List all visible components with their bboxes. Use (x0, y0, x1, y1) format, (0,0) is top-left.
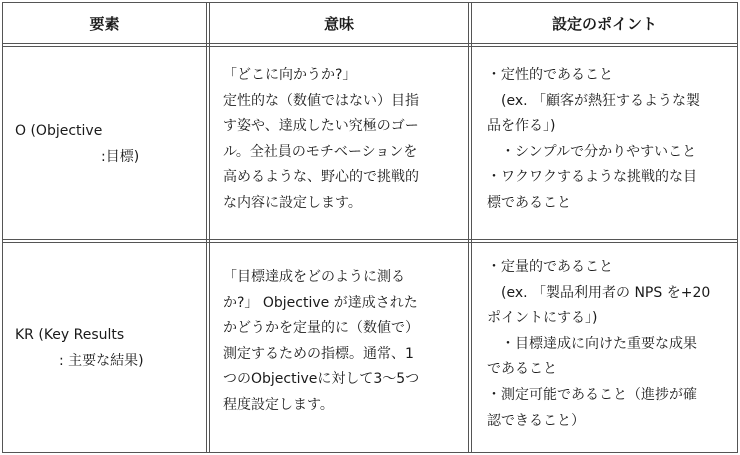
point-line: であること (487, 361, 557, 378)
okr-table (2, 2, 738, 453)
row-kr-meaning (223, 265, 419, 419)
meaning-line: 測定するための指標。通常、1 (223, 345, 414, 362)
point-line: ポイントにする」) (487, 310, 598, 327)
meaning-line: な内容に設定します。 (223, 194, 362, 211)
meaning-line: 定性的な（数値ではない）目指 (223, 92, 419, 109)
element-line: :目標) (87, 148, 140, 165)
meaning-line: か?」 Objective が達成された (223, 294, 418, 311)
element-line: KR (Key Results (15, 327, 125, 343)
row-kr-points (487, 255, 710, 434)
meaning-line: す姿や、達成したい究極のゴー (223, 118, 419, 135)
point-line: (ex. 「製品利用者の NPS を+20 (487, 284, 711, 301)
meaning-line: かどうかを定量的に（数値で） (223, 320, 419, 337)
point-line: ・ワクワクするような挑戦的な目 (487, 169, 697, 186)
point-line: ・定量的であること (487, 259, 613, 275)
point-line: 標であること (487, 194, 571, 211)
point-line: ・測定可能であること（進捗が確 (487, 386, 697, 403)
element-line: O (Objective (15, 123, 103, 139)
point-line: ・目標達成に向けた重要な成果 (487, 335, 697, 352)
row-objective-points (487, 63, 700, 217)
meaning-line: 程度設定します。 (223, 396, 334, 413)
point-line: 品を作る」) (487, 118, 556, 135)
row-objective-meaning (223, 63, 419, 217)
point-line: ・シンプルで分かりやすいこと (487, 143, 697, 160)
header-meaning: 意味 (323, 14, 354, 33)
header-divider (3, 43, 737, 47)
meaning-line: 高めるような、野心的で挑戦的 (223, 169, 419, 186)
row-divider (3, 239, 737, 243)
row-objective-element (15, 119, 139, 170)
column-divider-1 (206, 3, 210, 452)
point-line: (ex. 「顧客が熱狂するような製 (487, 92, 701, 109)
point-line: ・定性的であること (487, 67, 613, 83)
meaning-line: つのObjectiveに対して3〜5つ (223, 371, 420, 388)
row-kr-element (15, 323, 144, 374)
element-line: : 主要な結果) (45, 352, 144, 369)
header-element: 要素 (89, 14, 120, 33)
meaning-line: 「どこに向かうか?」 (223, 67, 357, 83)
header-points: 設定のポイント (551, 14, 657, 33)
point-line: 認できること） (487, 412, 585, 429)
meaning-line: 「目標達成をどのように測る (223, 269, 405, 285)
column-divider-2 (468, 3, 472, 452)
meaning-line: ル。全社員のモチベーションを (223, 143, 418, 160)
